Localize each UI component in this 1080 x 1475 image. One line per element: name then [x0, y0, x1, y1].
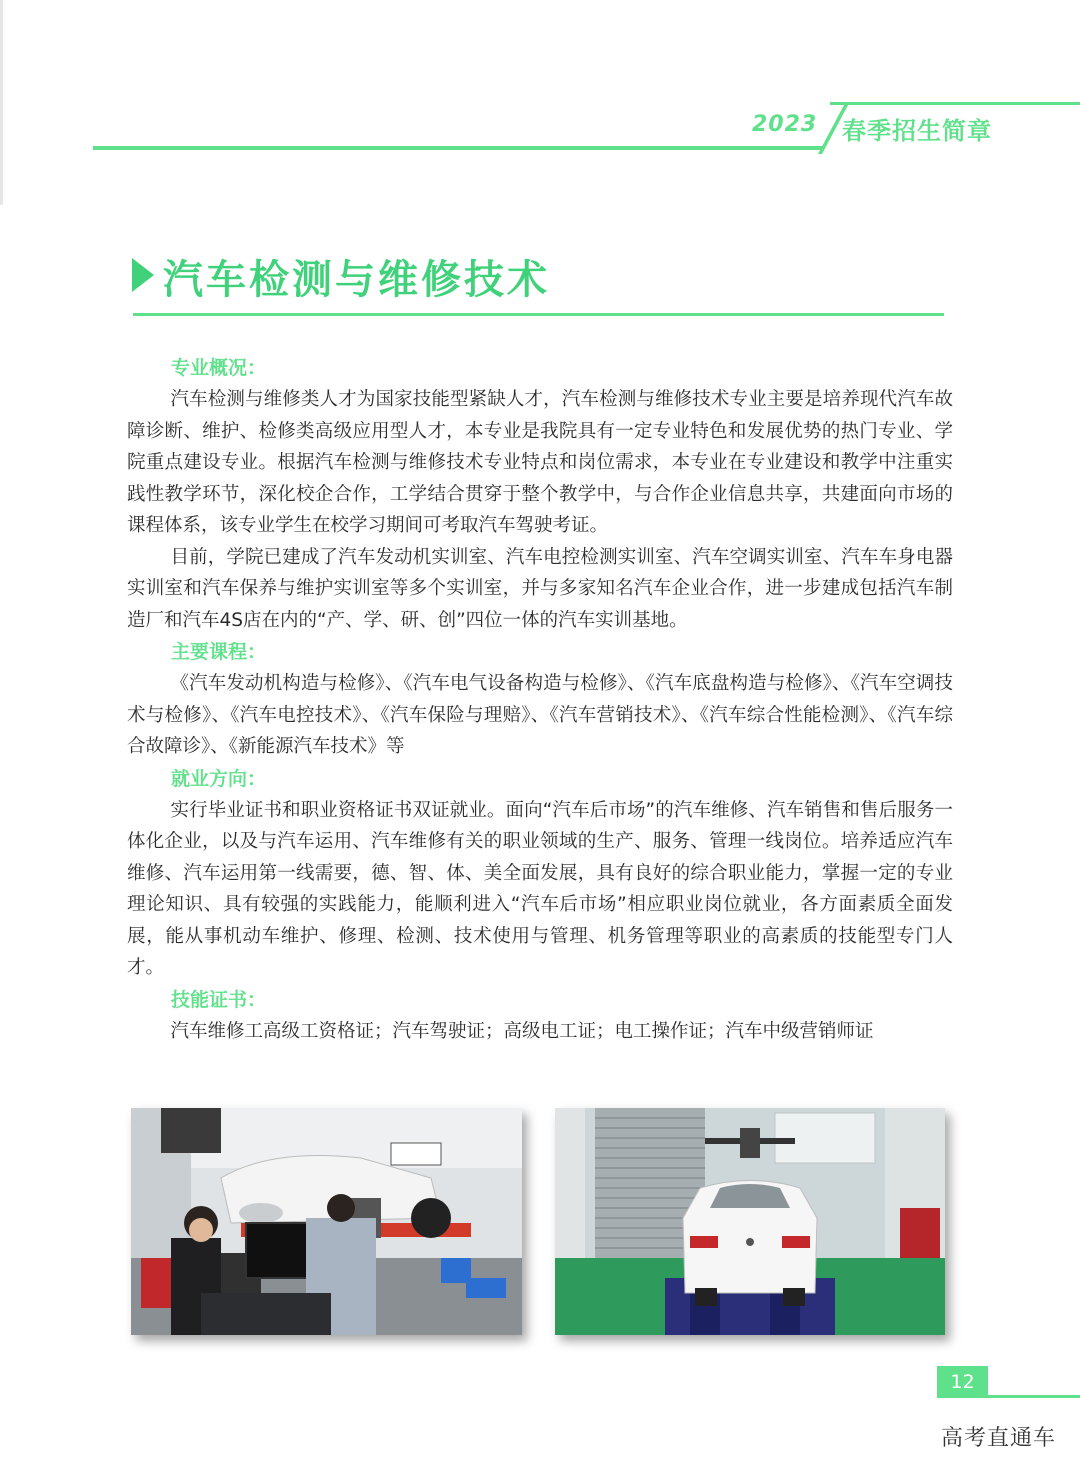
overview-paragraph-1: 汽车检测与维修类人才为国家技能型紧缺人才，汽车检测与维修技术专业主要是培养现代汽车故障诊断、维护、检修类高级应用型人才，本专业是我院具有一定专业特色和发展优势的热门专业、学院重点建设专业。根据汽车检测与维修技术专业特点和岗位需求，本专业在专业建设和教学中注重实践性教学环节，深化校企合作，工学结合贯穿于整个教学中，与合作企业信息共享，共建面向市场的课程体系，该专业学生在校学习期间可考取汽车驾驶考证。 — [127, 389, 953, 536]
courses-paragraph: 《汽车发动机构造与检修》、《汽车电气设备构造与检修》、《汽车底盘构造与检修》、《汽车空调技术与检修》、《汽车电控技术》、《汽车保险与理赔》、《汽车营销技术》、《汽车综合性能检测》、《汽车综合故障诊》、《新能源汽车技术》等 — [127, 673, 953, 757]
header-top-rule — [830, 102, 1080, 105]
title-rule — [133, 313, 944, 316]
page-number: 12 — [937, 1366, 988, 1398]
watermark: 高考直通车 — [941, 1426, 1057, 1451]
workshop-photo — [131, 1108, 522, 1335]
workshop-photo-illustration — [131, 1108, 522, 1335]
page-number-rule — [988, 1395, 1080, 1398]
header-title: 春季招生简章 — [842, 117, 992, 145]
inspection-photo-illustration — [555, 1108, 945, 1335]
courses-heading: 主要课程： — [171, 641, 267, 663]
certificates-paragraph: 汽车维修工高级工资格证；汽车驾驶证；高级电工证；电工操作证；汽车中级营销师证 — [170, 1020, 874, 1042]
inspection-photo — [555, 1108, 945, 1335]
play-arrow-icon — [132, 258, 154, 292]
page-edge-line — [0, 0, 3, 205]
article-body — [127, 352, 953, 1047]
certificates-heading: 技能证书： — [171, 988, 267, 1011]
section-title: 汽车检测与维修技术 — [163, 257, 550, 303]
header-year: 2023 — [752, 112, 818, 137]
employment-paragraph: 实行毕业证书和职业资格证书双证就业。面向“汽车后市场”的汽车维修、汽车销售和售后服务一体化企业，以及与汽车运用、汽车维修有关的职业领域的生产、服务、管理一线岗位。培养适应汽车维修、汽车运用第一线需要，德、智、体、美全面发展，具有良好的综合职业能力，掌握一定的专业理论知识、具有较强的实践能力，能顺利进入“汽车后市场”相应职业岗位就业，各方面素质全面发展，能从事机动车维护、修理、检测、技术使用与管理、机务管理等职业的高素质的技能型专门人才。 — [127, 799, 953, 978]
header-rule — [93, 146, 823, 150]
overview-paragraph-2: 目前，学院已建成了汽车发动机实训室、汽车电控检测实训室、汽车空调实训室、汽车车身电器实训室和汽车保养与维护实训室等多个实训室，并与多家知名汽车企业合作，进一步建成包括汽车制造厂和汽车4S店在内的“产、学、研、创”四位一体的汽车实训基地。 — [127, 546, 953, 631]
employment-heading: 就业方向： — [171, 767, 267, 790]
overview-heading: 专业概况： — [171, 357, 267, 379]
